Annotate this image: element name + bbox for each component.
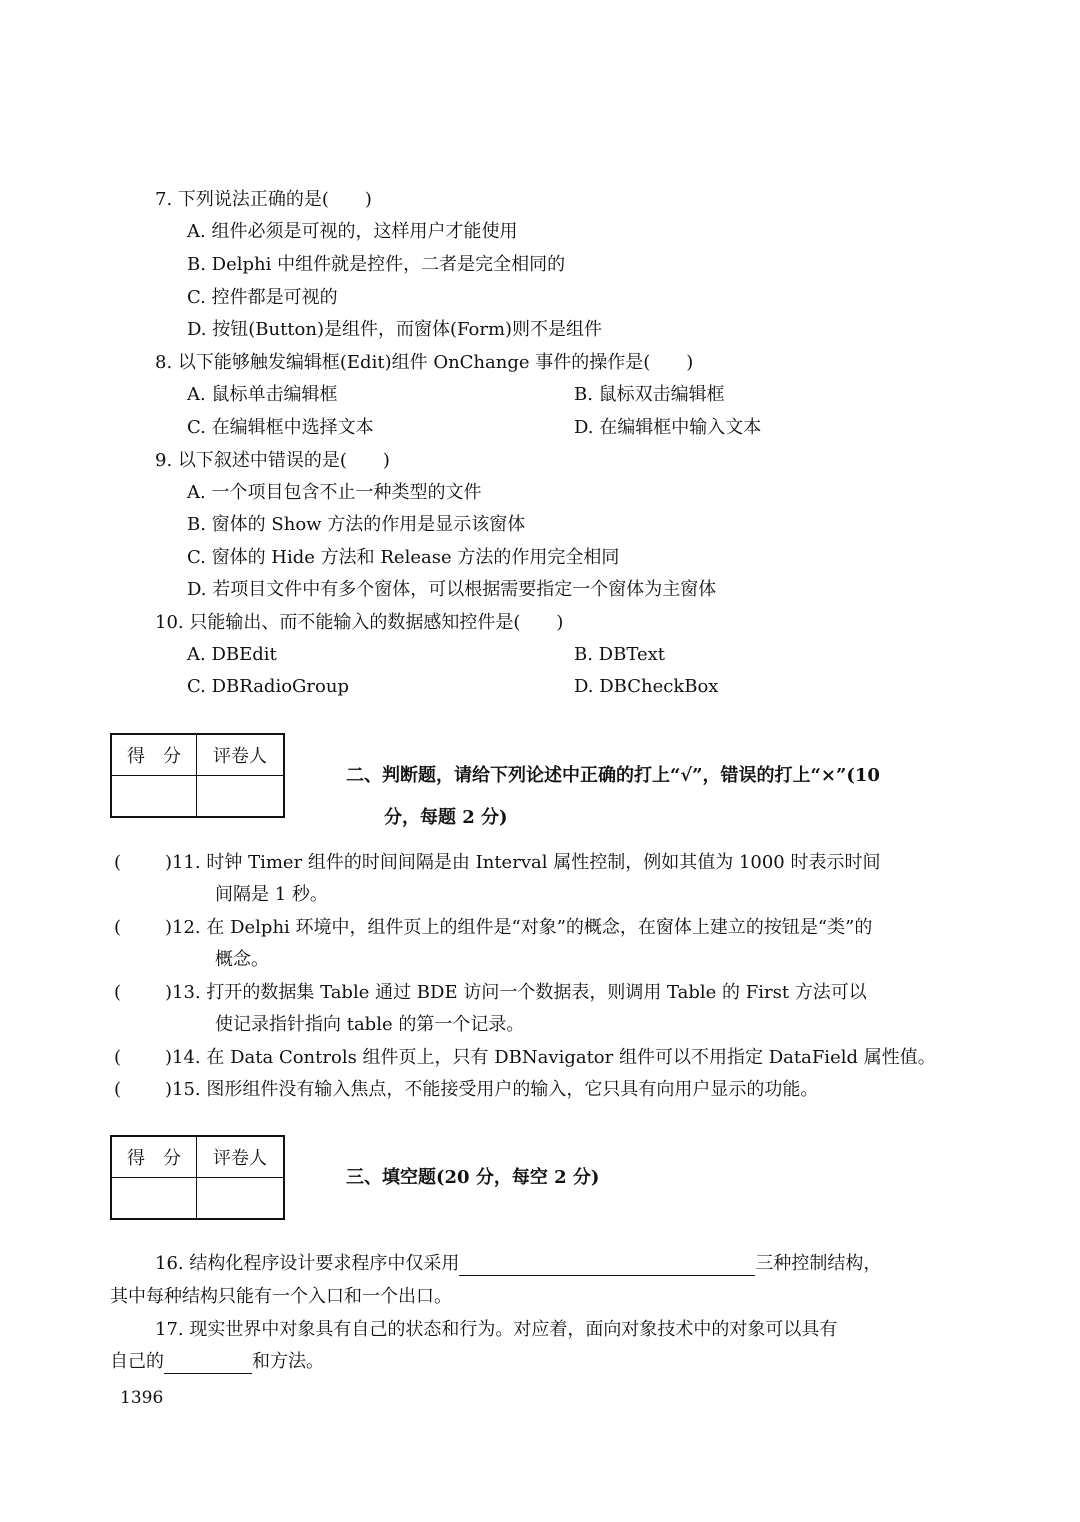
score-cell[interactable] [111, 1178, 197, 1220]
q10-option-b: B. DBText [574, 644, 665, 665]
q17-answer-blank[interactable] [164, 1353, 252, 1374]
q9-stem: 9. 以下叙述中错误的是( ) [155, 450, 390, 471]
q16-text-start: 16. 结构化程序设计要求程序中仅采用 [155, 1253, 460, 1274]
score-box-section2 [110, 733, 285, 818]
q8-option-d: D. 在编辑框中输入文本 [574, 417, 762, 438]
q7-option-d: D. 按钮(Button)是组件，而窗体(Form)则不是组件 [187, 319, 603, 340]
grader-label: 评卷人 [197, 734, 285, 776]
section2-title-cont: 分，每题 2 分) [384, 807, 508, 828]
q17-line1: 17. 现实世界中对象具有自己的状态和行为。对应着，面向对象技术中的对象可以具有 [155, 1319, 838, 1340]
q17-text-end: 和方法。 [252, 1351, 324, 1372]
tf-item-11-cont: 间隔是 1 秒。 [215, 884, 328, 905]
tf-item-13-cont: 使记录指针指向 table 的第一个记录。 [215, 1014, 525, 1035]
tf-paren: ( [114, 917, 122, 938]
q16-line2: 其中每种结构只能有一个入口和一个出口。 [110, 1286, 452, 1307]
section2-title: 二、判断题，请给下列论述中正确的打上“√”，错误的打上“×”(10 [346, 765, 880, 786]
q10-stem: 10. 只能输出、而不能输入的数据感知控件是( ) [155, 612, 564, 633]
q9-option-d: D. 若项目文件中有多个窗体，可以根据需要指定一个窗体为主窗体 [187, 579, 717, 600]
q7-option-a: A. 组件必须是可视的，这样用户才能使用 [187, 221, 518, 242]
q8-option-c: C. 在编辑框中选择文本 [187, 417, 374, 438]
q10-option-d: D. DBCheckBox [574, 676, 719, 697]
q7-stem: 7. 下列说法正确的是( ) [155, 189, 372, 210]
tf-paren: ( [114, 1047, 122, 1068]
grader-label: 评卷人 [197, 1136, 285, 1178]
q7-option-b: B. Delphi 中组件就是控件，二者是完全相同的 [187, 254, 566, 275]
q17-line2 [110, 1350, 324, 1374]
score-box-section3 [110, 1135, 285, 1220]
q10-option-a: A. DBEdit [187, 644, 277, 665]
q8-stem: 8. 以下能够触发编辑框(Edit)组件 OnChange 事件的操作是( ) [155, 352, 694, 373]
q8-option-a: A. 鼠标单击编辑框 [187, 384, 338, 405]
tf-item-13: )13. 打开的数据集 Table 通过 BDE 访问一个数据表，则调用 Table 的 First 方法可以 [165, 982, 867, 1003]
page-number: 1396 [120, 1388, 164, 1408]
score-label: 得 分 [111, 1136, 197, 1178]
tf-paren: ( [114, 982, 122, 1003]
tf-paren: ( [114, 1079, 122, 1100]
score-cell[interactable] [111, 776, 197, 818]
q16-line1 [155, 1252, 881, 1276]
tf-item-15: )15. 图形组件没有输入焦点，不能接受用户的输入，它只具有向用户显示的功能。 [165, 1079, 819, 1100]
q9-option-a: A. 一个项目包含不止一种类型的文件 [187, 482, 482, 503]
grader-cell[interactable] [197, 776, 285, 818]
q7-option-c: C. 控件都是可视的 [187, 287, 338, 308]
section3-title: 三、填空题(20 分，每空 2 分) [346, 1167, 600, 1188]
q17-text-start: 自己的 [110, 1351, 164, 1372]
tf-item-14: )14. 在 Data Controls 组件页上，只有 DBNavigator 组件可以不用指定 DataField 属性值。 [165, 1047, 936, 1068]
q16-answer-blank[interactable] [459, 1255, 755, 1276]
q9-option-c: C. 窗体的 Hide 方法和 Release 方法的作用完全相同 [187, 547, 620, 568]
q16-text-end: 三种控制结构， [755, 1253, 882, 1274]
q9-option-b: B. 窗体的 Show 方法的作用是显示该窗体 [187, 514, 526, 535]
tf-item-11: )11. 时钟 Timer 组件的时间间隔是由 Interval 属性控制，例如其值为 1000 时表示时间 [165, 852, 881, 873]
grader-cell[interactable] [197, 1178, 285, 1220]
tf-item-12-cont: 概念。 [215, 949, 269, 970]
tf-paren: ( [114, 852, 122, 873]
q8-option-b: B. 鼠标双击编辑框 [574, 384, 725, 405]
tf-item-12: )12. 在 Delphi 环境中，组件页上的组件是“对象”的概念，在窗体上建立的按钮是“类”的 [165, 917, 873, 938]
score-label: 得 分 [111, 734, 197, 776]
q10-option-c: C. DBRadioGroup [187, 676, 349, 697]
